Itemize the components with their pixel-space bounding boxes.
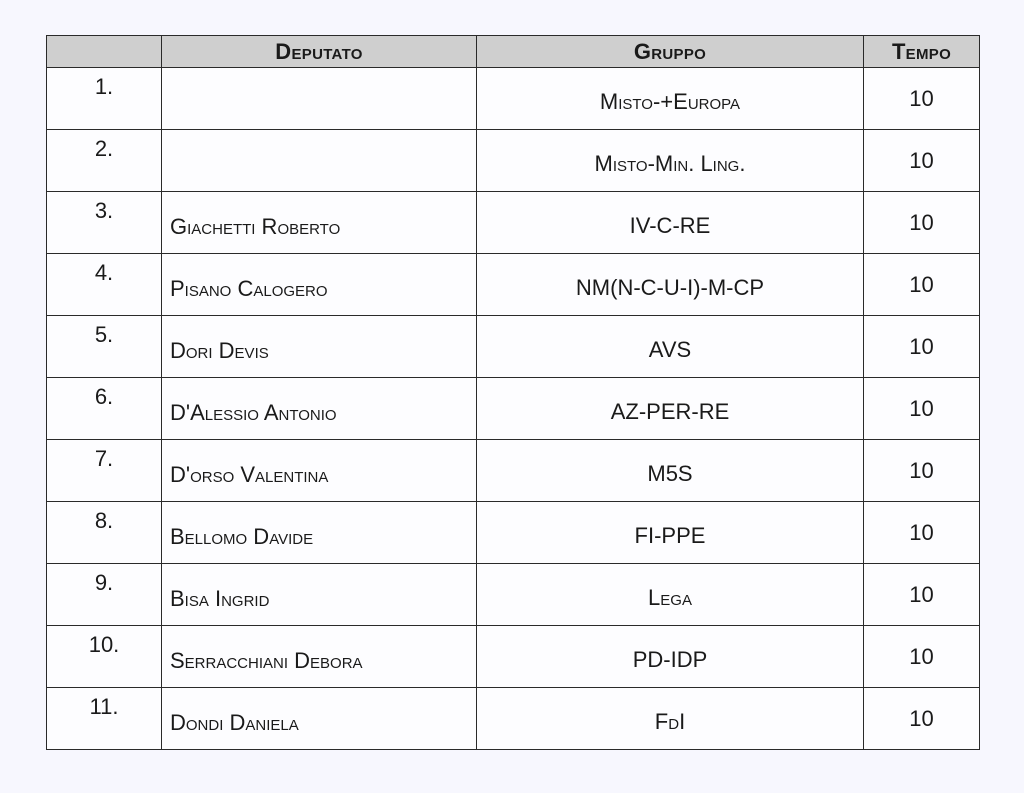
group-name: Lega — [477, 564, 864, 626]
speakers-table-container — [46, 35, 980, 750]
table-row — [47, 378, 980, 440]
speaking-time: 10 — [864, 564, 980, 626]
group-name: IV-C-RE — [477, 192, 864, 254]
deputy-name: Bellomo Davide — [162, 502, 477, 564]
speaking-time: 10 — [864, 316, 980, 378]
deputy-name: Dori Devis — [162, 316, 477, 378]
table-header — [47, 36, 980, 68]
deputy-name: Pisano Calogero — [162, 254, 477, 316]
group-name: AZ-PER-RE — [477, 378, 864, 440]
table-row — [47, 192, 980, 254]
row-number: 5. — [47, 316, 162, 378]
header-row — [47, 36, 980, 68]
table-row — [47, 688, 980, 750]
table-row — [47, 440, 980, 502]
row-number: 7. — [47, 440, 162, 502]
table-row — [47, 130, 980, 192]
deputy-name: Bisa Ingrid — [162, 564, 477, 626]
table-row — [47, 68, 980, 130]
group-name: M5S — [477, 440, 864, 502]
table-row — [47, 316, 980, 378]
row-number: 3. — [47, 192, 162, 254]
speaking-time: 10 — [864, 502, 980, 564]
group-name: FdI — [477, 688, 864, 750]
table-row — [47, 626, 980, 688]
speaking-time: 10 — [864, 626, 980, 688]
header-time: Tempo — [864, 36, 980, 68]
row-number: 2. — [47, 130, 162, 192]
speaking-time: 10 — [864, 378, 980, 440]
speaking-time: 10 — [864, 254, 980, 316]
deputy-name: D'orso Valentina — [162, 440, 477, 502]
speakers-table — [46, 35, 980, 750]
table-row — [47, 564, 980, 626]
speaking-time: 10 — [864, 68, 980, 130]
speaking-time: 10 — [864, 440, 980, 502]
deputy-name — [162, 130, 477, 192]
speaking-time: 10 — [864, 192, 980, 254]
group-name: AVS — [477, 316, 864, 378]
speaking-time: 10 — [864, 688, 980, 750]
deputy-name: Giachetti Roberto — [162, 192, 477, 254]
header-deputy: Deputato — [162, 36, 477, 68]
row-number: 4. — [47, 254, 162, 316]
table-row — [47, 502, 980, 564]
deputy-name: Serracchiani Debora — [162, 626, 477, 688]
deputy-name: Dondi Daniela — [162, 688, 477, 750]
group-name: Misto-Min. Ling. — [477, 130, 864, 192]
row-number: 1. — [47, 68, 162, 130]
row-number: 11. — [47, 688, 162, 750]
table-row — [47, 254, 980, 316]
row-number: 10. — [47, 626, 162, 688]
group-name: FI-PPE — [477, 502, 864, 564]
speaking-time: 10 — [864, 130, 980, 192]
row-number: 6. — [47, 378, 162, 440]
group-name: NM(N-C-U-I)-M-CP — [477, 254, 864, 316]
header-number — [47, 36, 162, 68]
row-number: 9. — [47, 564, 162, 626]
row-number: 8. — [47, 502, 162, 564]
header-group: Gruppo — [477, 36, 864, 68]
table-body — [47, 68, 980, 750]
deputy-name: D'Alessio Antonio — [162, 378, 477, 440]
group-name: PD-IDP — [477, 626, 864, 688]
deputy-name — [162, 68, 477, 130]
group-name: Misto-+Europa — [477, 68, 864, 130]
